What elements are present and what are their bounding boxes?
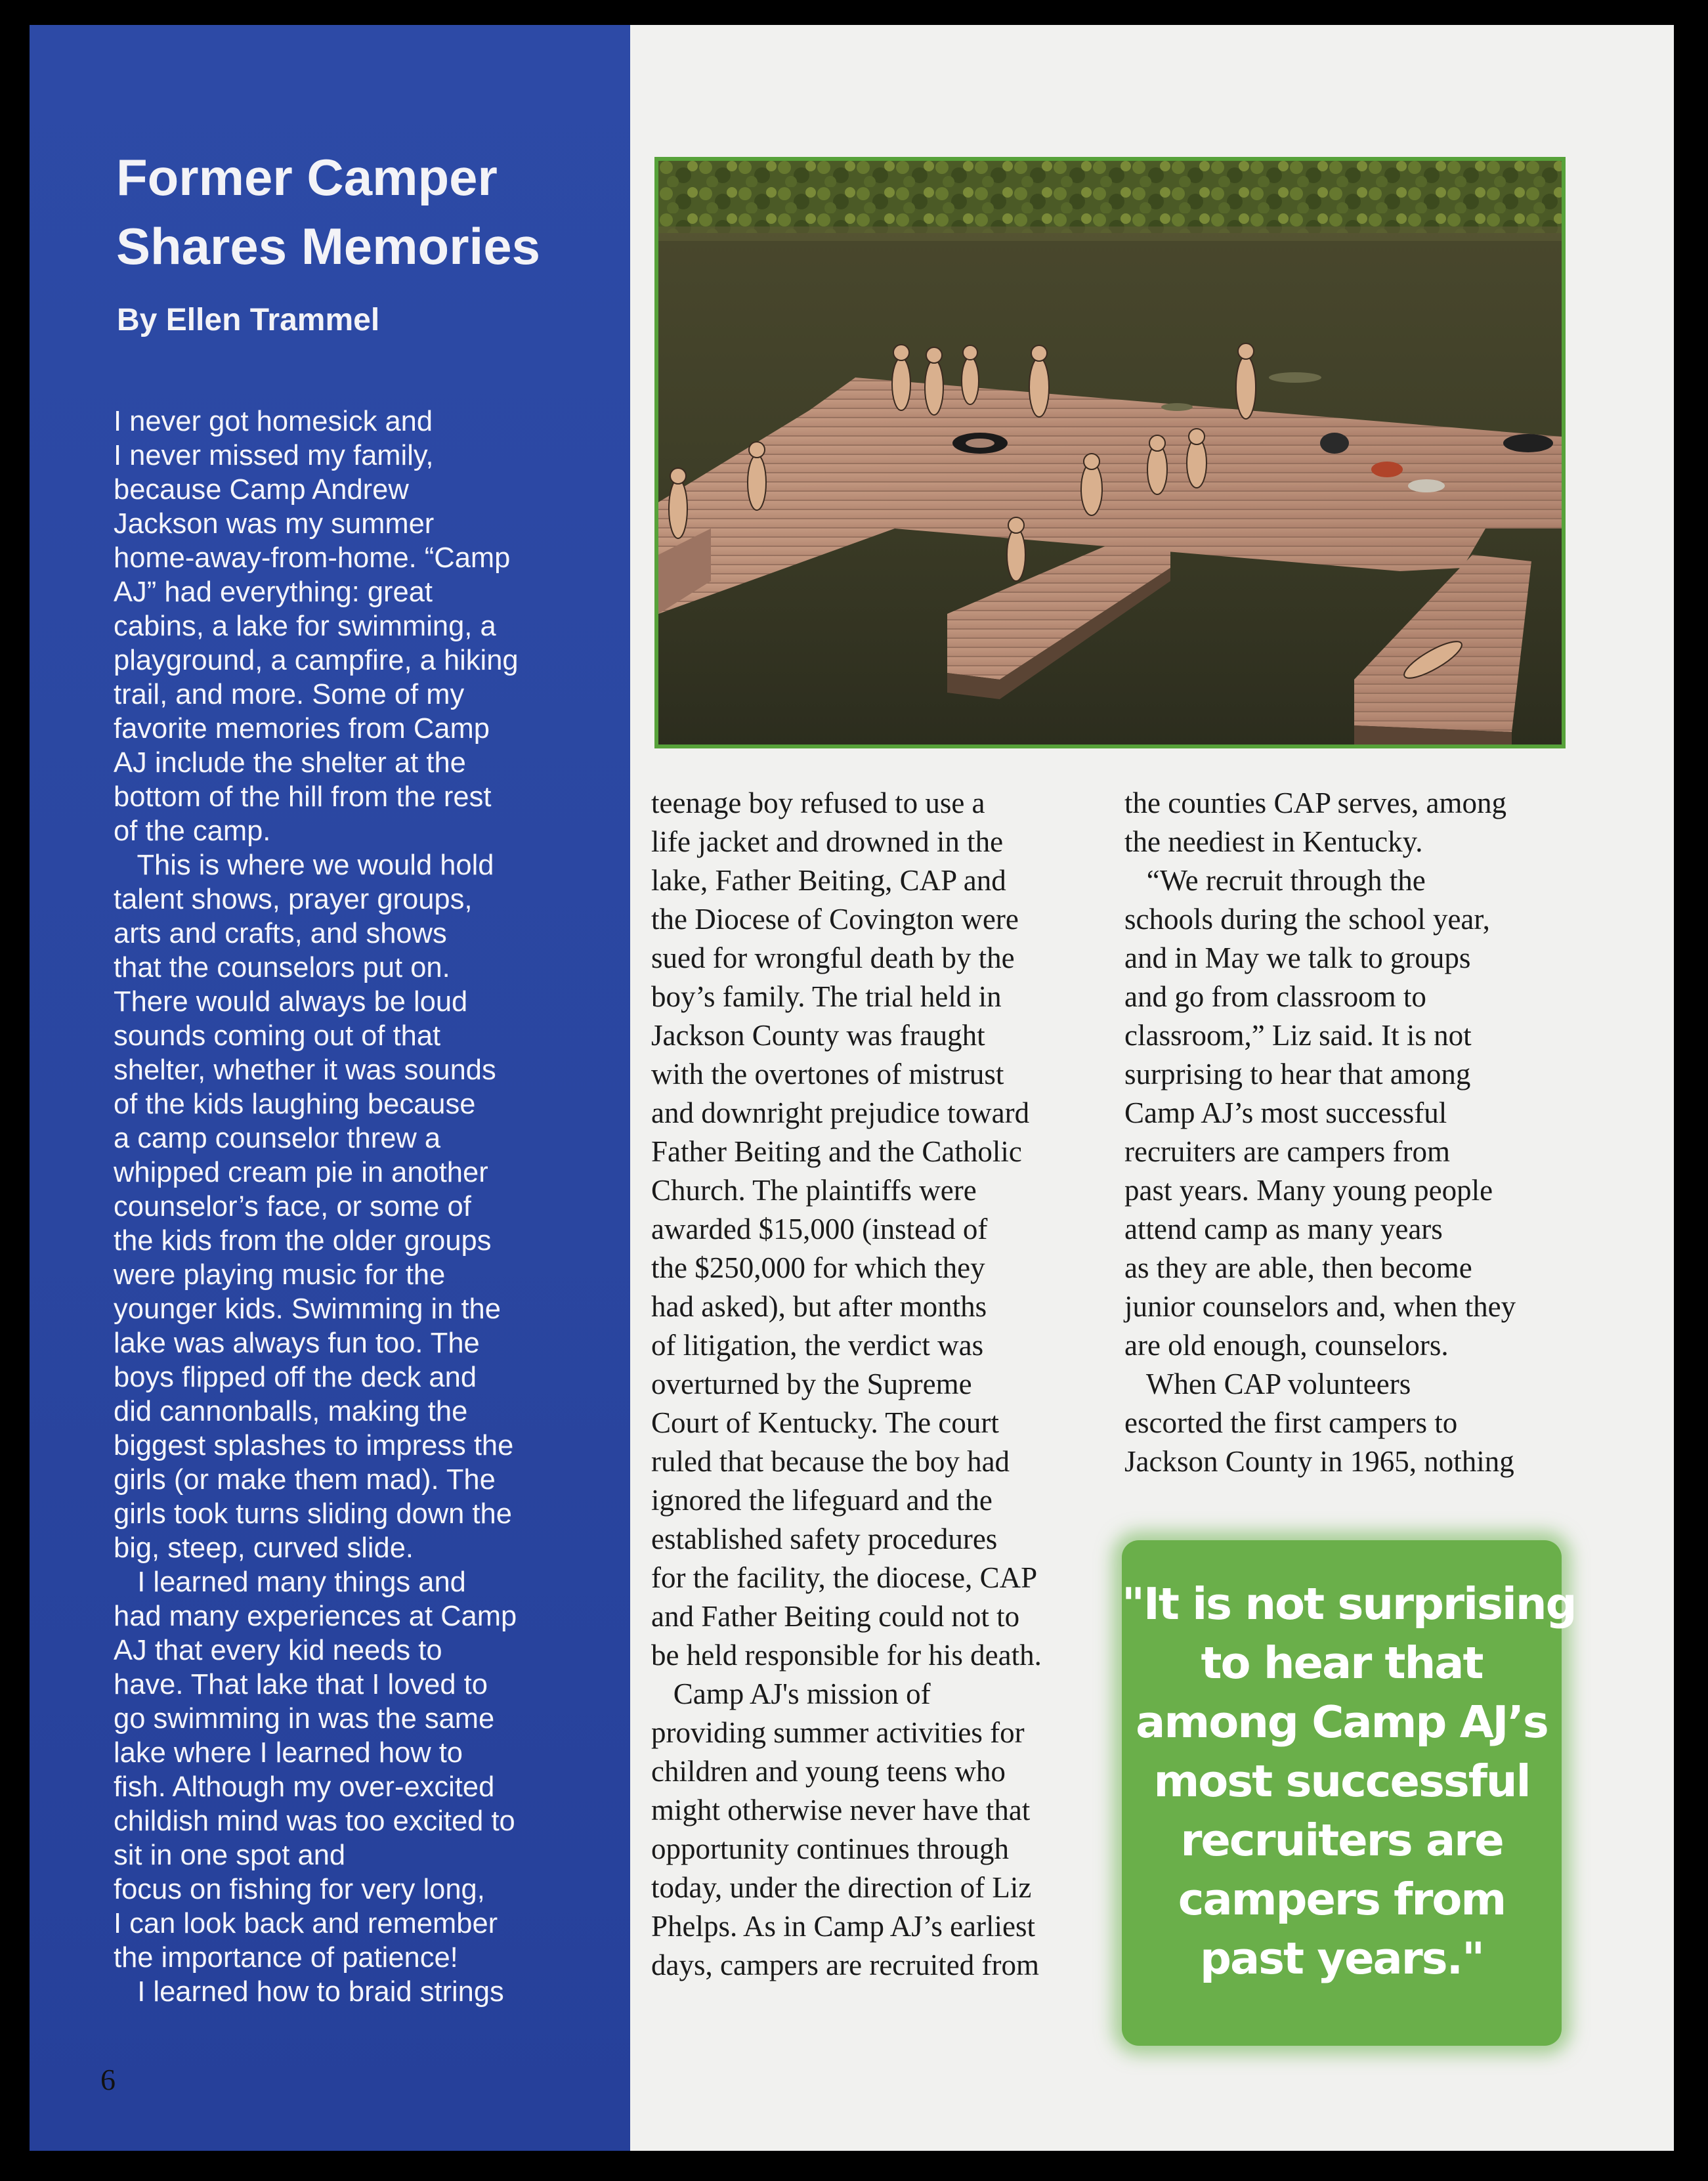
sidebar-text-line: Jackson was my summer bbox=[114, 508, 435, 540]
sidebar-text-line: This is where we would hold bbox=[114, 850, 494, 881]
towel bbox=[1371, 462, 1403, 477]
sidebar-text-line: that the counselors put on. bbox=[114, 952, 450, 983]
sidebar-text-line: counselor’s face, or some of bbox=[114, 1191, 471, 1222]
column2-text-line: lake, Father Beiting, CAP and bbox=[651, 864, 1006, 897]
article-title bbox=[116, 143, 615, 281]
sidebar-text-line: I can look back and remember bbox=[114, 1908, 498, 1939]
sidebar-text-line: boys flipped off the deck and bbox=[114, 1362, 477, 1393]
sidebar-panel bbox=[30, 25, 630, 2151]
column3-text-line: the counties CAP serves, among bbox=[1124, 787, 1506, 819]
column2-text-line: sued for wrongful death by the bbox=[651, 941, 1015, 974]
sidebar-text-line: lake was always fun too. The bbox=[114, 1328, 480, 1359]
column2-text-line: and downright prejudice toward bbox=[651, 1096, 1030, 1129]
sidebar-text-line: girls took turns sliding down the bbox=[114, 1498, 512, 1530]
dock-photo-illustration bbox=[658, 161, 1562, 745]
column3-text-line: Jackson County in 1965, nothing bbox=[1124, 1445, 1514, 1478]
column2-text-line: with the overtones of mistrust bbox=[651, 1058, 1004, 1090]
sidebar-text-line: because Camp Andrew bbox=[114, 474, 409, 506]
sidebar-text-line: talent shows, prayer groups, bbox=[114, 884, 473, 915]
sidebar-text-line: focus on fishing for very long, bbox=[114, 1874, 485, 1905]
column2-text-line: ignored the lifeguard and the bbox=[651, 1484, 993, 1517]
sidebar-text-line: bottom of the hill from the rest bbox=[114, 781, 492, 813]
sidebar-text-line: go swimming in was the same bbox=[114, 1703, 495, 1735]
sidebar-text-line: did cannonballs, making the bbox=[114, 1396, 468, 1427]
sidebar-text-line: a camp counselor threw a bbox=[114, 1123, 441, 1154]
column3-text-line: junior counselors and, when they bbox=[1124, 1290, 1516, 1323]
sidebar-text-line: playground, a campfire, a hiking bbox=[114, 645, 519, 676]
column3-text-line: classroom,” Liz said. It is not bbox=[1124, 1019, 1472, 1052]
byline: By Ellen Trammel bbox=[117, 303, 380, 337]
column3-text-line: past years. Many young people bbox=[1124, 1174, 1493, 1207]
title-line: Shares Memories bbox=[116, 217, 540, 275]
column2-text-line: and Father Beiting could not to bbox=[651, 1600, 1020, 1633]
sidebar-text-line: shelter, whether it was sounds bbox=[114, 1054, 496, 1086]
sidebar-text-line: lake where I learned how to bbox=[114, 1737, 463, 1769]
sidebar-text-line: fish. Although my over-excited bbox=[114, 1771, 495, 1803]
column2-text-line: for the facility, the diocese, CAP bbox=[651, 1561, 1038, 1594]
column2-text-line: be held responsible for his death. bbox=[651, 1639, 1042, 1672]
pull-quote-line: among Camp AJ’s bbox=[1136, 1696, 1548, 1748]
sidebar-text-line: AJ include the shelter at the bbox=[114, 747, 466, 779]
column2-text-line: established safety procedures bbox=[651, 1522, 998, 1555]
column2-text-line: days, campers are recruited from bbox=[651, 1949, 1039, 1981]
column2-text-line: overturned by the Supreme bbox=[651, 1368, 972, 1400]
pull-quote-line: most successful bbox=[1153, 1756, 1530, 1807]
column3-text-line: “We recruit through the bbox=[1124, 864, 1426, 897]
column3-text-line: as they are able, then become bbox=[1124, 1251, 1472, 1284]
column2-text-line: opportunity continues through bbox=[651, 1832, 1009, 1865]
column3-text-line: recruiters are campers from bbox=[1124, 1135, 1450, 1168]
sidebar-text-line: favorite memories from Camp bbox=[114, 713, 490, 745]
sidebar-text-line: the kids from the older groups bbox=[114, 1225, 492, 1257]
pull-quote-line: to hear that bbox=[1201, 1637, 1483, 1689]
column2-text-line: Phelps. As in Camp AJ’s earliest bbox=[651, 1910, 1035, 1943]
sidebar-text-line: sounds coming out of that bbox=[114, 1020, 441, 1052]
column2-text-line: Father Beiting and the Catholic bbox=[651, 1135, 1022, 1168]
title-line: Former Camper bbox=[116, 148, 498, 206]
sidebar-text-line: biggest splashes to impress the bbox=[114, 1430, 514, 1461]
sidebar-text-line: AJ” had everything: great bbox=[114, 576, 433, 608]
column2-text-line: of litigation, the verdict was bbox=[651, 1329, 984, 1362]
column3-text-line: and go from classroom to bbox=[1124, 980, 1426, 1013]
column2-text-line: the $250,000 for which they bbox=[651, 1251, 985, 1284]
sidebar-text-line: sit in one spot and bbox=[114, 1840, 346, 1871]
sidebar-text-line: trail, and more. Some of my bbox=[114, 679, 465, 710]
column3-text-line: are old enough, counselors. bbox=[1124, 1329, 1449, 1362]
sidebar-story bbox=[114, 404, 626, 2009]
sidebar-text-line: I learned how to braid strings bbox=[114, 1976, 504, 2008]
sidebar-text-line: had many experiences at Camp bbox=[114, 1601, 517, 1632]
sidebar-text-line: AJ that every kid needs to bbox=[114, 1635, 442, 1666]
sidebar-text-line: of the kids laughing because bbox=[114, 1089, 476, 1120]
pull-quote bbox=[1122, 1540, 1576, 2046]
column3-text-line: surprising to hear that among bbox=[1124, 1058, 1471, 1090]
column2-text-line: Church. The plaintiffs were bbox=[651, 1174, 977, 1207]
column3-text-line: the neediest in Kentucky. bbox=[1124, 825, 1423, 858]
column2-text-line: providing summer activities for bbox=[651, 1716, 1025, 1749]
column2-text-line: ruled that because the boy had bbox=[651, 1445, 1010, 1478]
sidebar-text-line: big, steep, curved slide. bbox=[114, 1532, 414, 1564]
column2-text-line: teenage boy refused to use a bbox=[651, 787, 985, 819]
column2-text-line: today, under the direction of Liz bbox=[651, 1871, 1032, 1904]
page-number: 6 bbox=[100, 2063, 116, 2096]
sidebar-text-line: younger kids. Swimming in the bbox=[114, 1293, 501, 1325]
camp-lake-photo bbox=[654, 157, 1566, 748]
column3-text-line: schools during the school year, bbox=[1124, 903, 1490, 936]
sidebar-text-line: were playing music for the bbox=[114, 1259, 446, 1291]
column2-text-line: Court of Kentucky. The court bbox=[651, 1406, 999, 1439]
sidebar-text-line: whipped cream pie in another bbox=[114, 1157, 488, 1188]
sidebar-text-line: the importance of patience! bbox=[114, 1942, 458, 1974]
magazine-page bbox=[30, 25, 1674, 2151]
sidebar-text-line: girls (or make them mad). The bbox=[114, 1464, 496, 1496]
pull-quote-line: campers from bbox=[1178, 1874, 1506, 1925]
column2-text-line: the Diocese of Covington were bbox=[651, 903, 1019, 936]
column2-text-line: Camp AJ's mission of bbox=[651, 1677, 931, 1710]
sidebar-text-line: cabins, a lake for swimming, a bbox=[114, 611, 496, 642]
column2-text-line: Jackson County was fraught bbox=[651, 1019, 985, 1052]
column3-text-line: attend camp as many years bbox=[1124, 1213, 1443, 1245]
pull-quote-line: past years." bbox=[1199, 1933, 1484, 1984]
lawn-chair bbox=[1320, 433, 1349, 454]
column2-text-line: had asked), but after months bbox=[651, 1290, 987, 1323]
sidebar-text-line: home-away-from-home. “Camp bbox=[114, 542, 511, 574]
column3-text-line: When CAP volunteers bbox=[1124, 1368, 1411, 1400]
sidebar-text-line: have. That lake that I loved to bbox=[114, 1669, 488, 1700]
sidebar-text-line: arts and crafts, and shows bbox=[114, 918, 447, 949]
shoreline-trees bbox=[658, 161, 1562, 233]
column2-text-line: children and young teens who bbox=[651, 1755, 1006, 1788]
body-column-2 bbox=[651, 784, 1137, 1985]
sidebar-text-line: of the camp. bbox=[114, 815, 271, 847]
sidebar-text-line: I never got homesick and bbox=[114, 406, 433, 437]
sidebar-text-line: childish mind was too excited to bbox=[114, 1805, 515, 1837]
column2-text-line: awarded $15,000 (instead of bbox=[651, 1213, 988, 1245]
column3-text-line: Camp AJ’s most successful bbox=[1124, 1096, 1447, 1129]
body-column-3 bbox=[1124, 784, 1610, 1481]
sidebar-text-line: I learned many things and bbox=[114, 1566, 466, 1598]
column2-text-line: boy’s family. The trial held in bbox=[651, 980, 1002, 1013]
column3-text-line: escorted the first campers to bbox=[1124, 1406, 1458, 1439]
column2-text-line: life jacket and drowned in the bbox=[651, 825, 1004, 858]
sidebar-text-line: There would always be loud bbox=[114, 986, 468, 1018]
sidebar-text-line: I never missed my family, bbox=[114, 440, 434, 471]
pull-quote-line: recruiters are bbox=[1180, 1815, 1503, 1866]
column2-text-line: might otherwise never have that bbox=[651, 1794, 1031, 1826]
column3-text-line: and in May we talk to groups bbox=[1124, 941, 1471, 974]
pull-quote-line: "It is not surprising bbox=[1122, 1578, 1576, 1630]
